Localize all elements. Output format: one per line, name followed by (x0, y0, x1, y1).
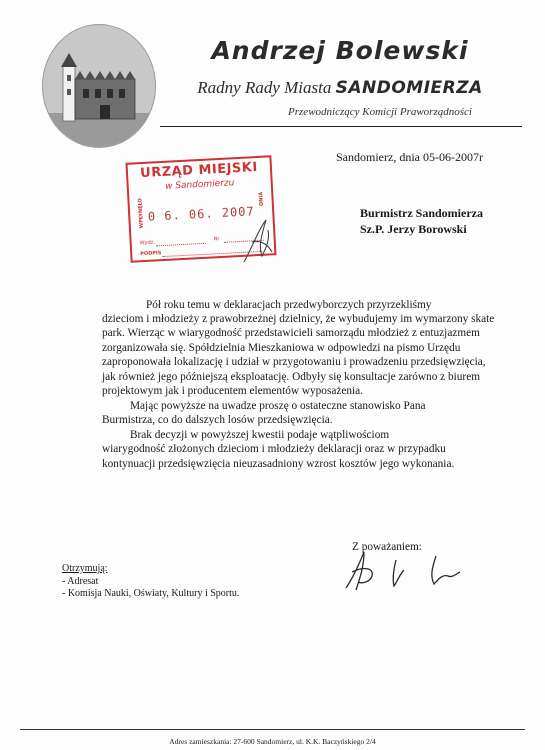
body-line: zaproponowała lokalizację i udział w przygotowaniu i prowadzeniu przedsięwzięcia, (102, 356, 486, 368)
stamp-day-label: DNIA (258, 191, 265, 207)
closing-salutation: Z poważaniem: (352, 541, 422, 553)
body-line: Mając powyższe na uwadze proszę o ostateczne stanowisko Pana (130, 400, 426, 412)
body-line: park. Wierząc w wiarygodność przedstawicieli samorządu młodzież z entuzjazmem (102, 327, 480, 339)
distribution-item: - Komisja Nauki, Oświaty, Kultury i Sportu. (62, 588, 240, 599)
body-line: projektowym jak i producentem elementów wyposażenia. (102, 385, 364, 397)
sender-name: Andrzej Bolewski (211, 36, 469, 65)
stamp-nr-label: Nr (213, 236, 220, 243)
stamp-title: URZĄD MIEJSKI (139, 159, 259, 182)
body-line: Burmistrza, co do dalszych losów przedsięwzięcia. (102, 414, 333, 426)
author-signature (338, 546, 468, 596)
stamp-city: w Sandomierzu (164, 178, 235, 192)
footer-divider (20, 729, 525, 730)
body-line: jak również jego późniejszą eksploatację. Odbyły się konsultacje zarówno z biurem (102, 371, 480, 383)
body-line: wiarygodność złożonych dzieciom i młodzieży deklaracji oraz w przypadku (102, 443, 446, 455)
date-line: Sandomierz, dnia 05-06-2007r (336, 150, 483, 164)
stamp-date: 0 6. 06. 2007 (147, 204, 256, 224)
stamp-received-label: WPŁYNĘŁO (137, 198, 145, 229)
body-line: Pół roku temu w deklaracjach przedwyborczych przyrzekliśmy (146, 299, 432, 311)
header-divider (160, 126, 522, 127)
town-hall-icon (43, 25, 155, 147)
distribution-item: - Adresat (62, 575, 99, 587)
stamp-signature-label: PODPIS (140, 250, 162, 258)
recipient-title: Burmistrz Sandomierza (360, 206, 483, 220)
sender-subtitle: Przewodniczący Komicji Praworządności (288, 106, 472, 118)
body-line: dzieciom i młodzieży z prawobrzeżnej dzielnicy, że wybudujemy im wymarzony skate (102, 313, 495, 325)
sender-role (160, 78, 520, 98)
stamp-signature-scribble (238, 212, 278, 268)
distribution-list (62, 563, 239, 601)
distribution-title: Otrzymują: (62, 563, 108, 574)
stamp-wydz-line (156, 243, 206, 247)
sender-role-city: SANDOMIERZA (335, 78, 483, 98)
recipient-name: Sz.P. Jerzy Borowski (360, 222, 467, 236)
body-line: zorganizowała się. Spółdzielnia Mieszkaniowa w odpowiedzi na pismo Urzędu (102, 342, 461, 354)
body-line: kontynuacji przedsięwzięcia nieuzasadniony wzrost kosztów jego wykonania. (102, 458, 455, 470)
footer-address: Adres zamieszkania: 27-600 Sandomierz, ul. K.K. Baczyńskiego 2/4 (169, 737, 376, 746)
sender-role-prefix: Radny Rady Miasta (197, 78, 332, 97)
body-line: Brak decyzji w powyższej kwestii podaje wątpliwościom (130, 429, 390, 441)
stamp-wydz-label: Wydz. (139, 239, 156, 247)
town-hall-seal-image (42, 24, 156, 148)
